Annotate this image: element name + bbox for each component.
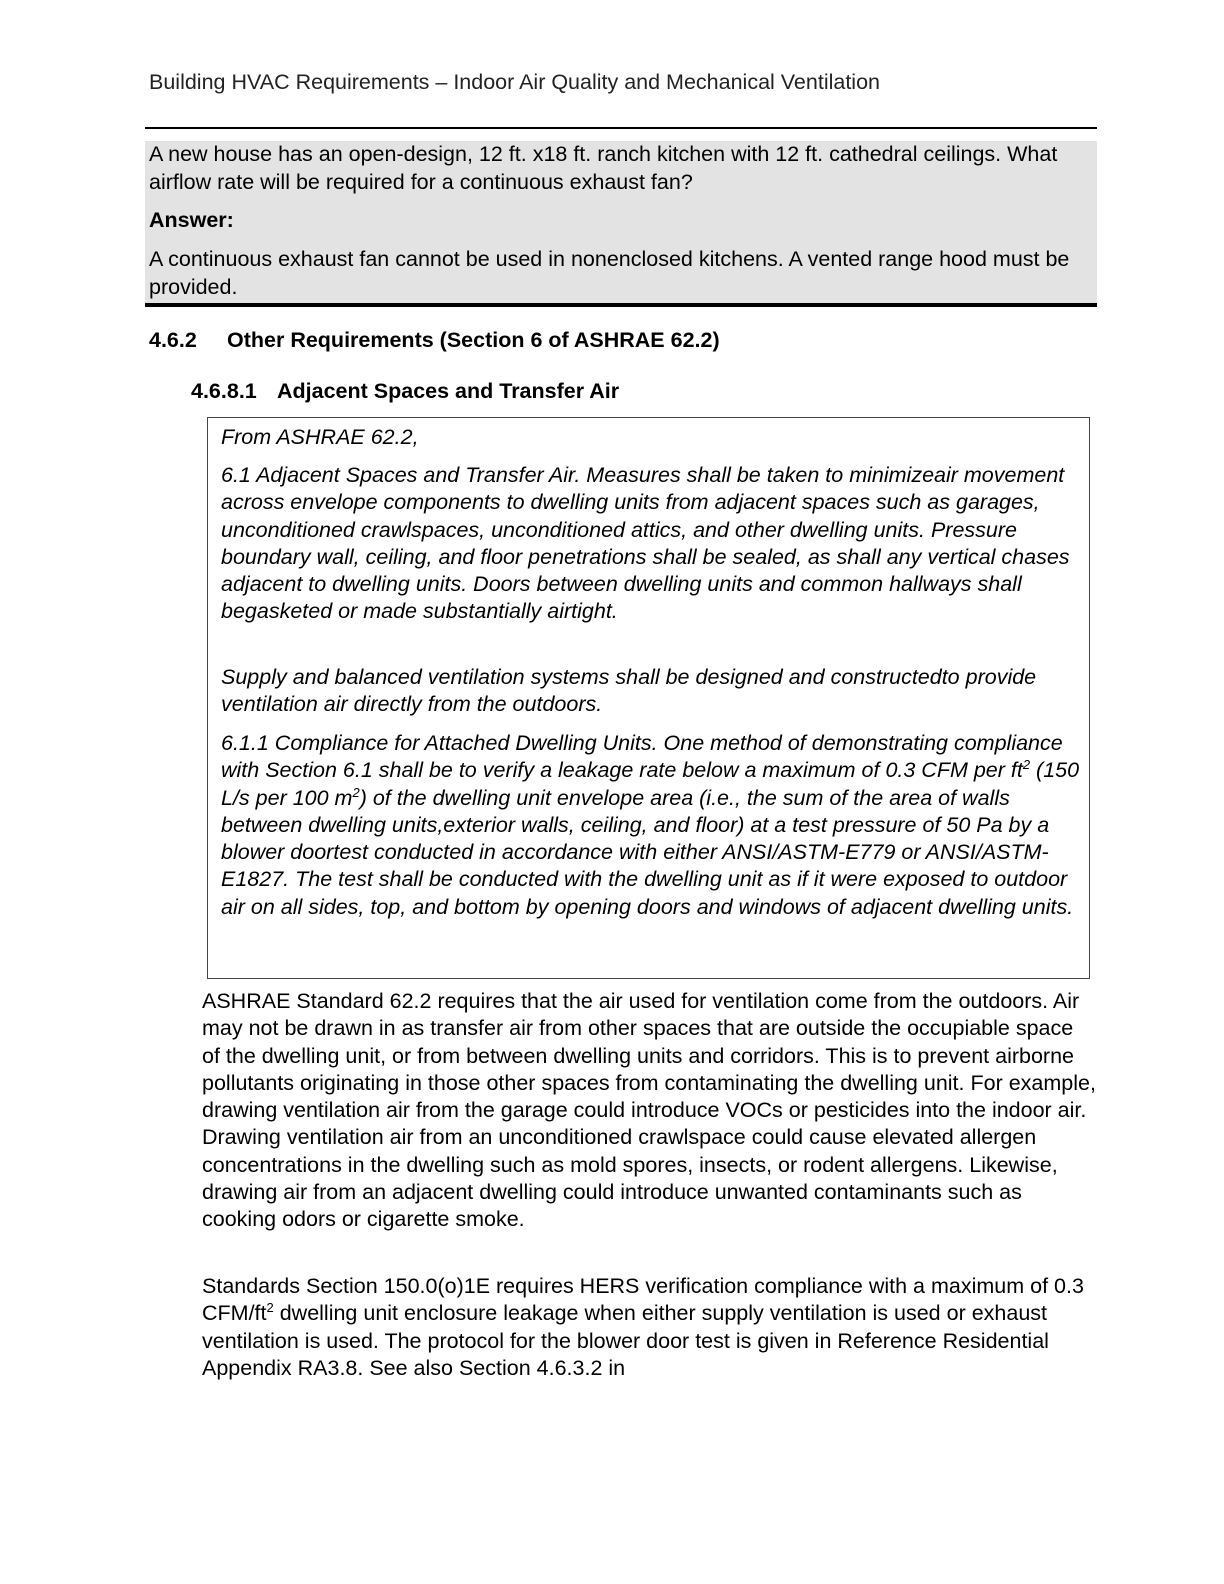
section-number: 4.6.2 — [149, 328, 197, 352]
superscript: 2 — [266, 1300, 274, 1316]
body-paragraph-1: ASHRAE Standard 62.2 requires that the air used for ventilation come from the outdoors. Air may not be drawn in as transfer air from other spaces that are outside the occupiable space of the dwelling unit, or from between dwelling units and corridors. This is to prevent airborne pollutants originating in those other spaces from contaminating the dwelling unit. For example, drawing ventilation air from the garage could introduce VOCs or pesticides into the indoor air. Drawing ventilation air from an unconditioned crawlspace could cause elevated allergen concentrations in the dwelling such as mold spores, insects, or rodent allergens. Likewise, drawing air from an adjacent dwelling could introduce unwanted contaminants such as cooking odors or cigarette smoke. — [202, 989, 1096, 1232]
body-text-part: dwelling unit enclosure leakage when either supply ventilation is used or exhaust ventilation is used. The protocol for the blower door test is given in Reference Residential Appendix RA3.8. See also Section 4.6.3.2 in — [202, 1301, 1049, 1380]
body-text-part: Standards Section 150.0(o)1E requires HERS verification compliance with a maximum of 0.3 CFM/ft — [202, 1274, 1084, 1326]
running-header: Building HVAC Requirements – Indoor Air Quality and Mechanical Ventilation — [149, 70, 880, 94]
quote-text-part: ) of the dwelling unit envelope area (i.e., the sum of the area of walls between dwelling units,exterior walls, ceiling, and floor) at a test pressure of 50 Pa by a blower doortest conducted in accordance with either ANSI/ASTM-E779 or ANSI/ASTM- E1827. The test shall be conducted with the dwelling unit as if it were exposed to outdoor air on all sides, top, and bottom by opening doors and windows of adjacent dwelling units. — [221, 785, 1074, 919]
section-heading — [149, 328, 720, 353]
body-paragraph-2 — [202, 1273, 1097, 1382]
example-box — [145, 141, 1097, 307]
subsection-title: Adjacent Spaces and Transfer Air — [277, 379, 620, 403]
example-question: A new house has an open-design, 12 ft. x18 ft. ranch kitchen with 12 ft. cathedral ceilings. What airflow rate will be required for a continuous exhaust fan? — [149, 142, 1058, 194]
ashrae-quote-box — [207, 417, 1090, 979]
quote-paragraph-6-1: 6.1 Adjacent Spaces and Transfer Air. Measures shall be taken to minimizeair movement across envelope components to dwelling units from adjacent spaces such as garages, unconditioned crawlspaces, unconditioned attics, and other dwelling units. Pressure boundary wall, ceiling, and floor penetrations shall be sealed, as shall any vertical chases adjacent to dwelling units. Doors between dwelling units and common hallways shall begasketed or made substantially airtight. — [221, 463, 1070, 624]
subsection-number: 4.6.8.1 — [191, 379, 257, 403]
answer-label: Answer: — [149, 208, 234, 232]
header-rule — [145, 127, 1097, 129]
answer-text: A continuous exhaust fan cannot be used in nonenclosed kitchens. A vented range hood must be provided. — [149, 247, 1070, 299]
superscript: 2 — [352, 784, 360, 800]
quote-paragraph-supply: Supply and balanced ventilation systems shall be designed and constructedto provide ventilation air directly from the outdoors. — [221, 665, 1037, 717]
superscript: 2 — [1022, 757, 1031, 773]
subsection-heading — [191, 379, 619, 404]
quote-intro: From ASHRAE 62.2, — [221, 425, 419, 449]
quote-paragraph-6-1-1 — [221, 730, 1083, 921]
quote-text-part: 6.1.1 Compliance for Attached Dwelling Units. One method of demonstrating compliance with Section 6.1 shall be to verify a leakage rate below a maximum of 0.3 CFM per ft — [221, 731, 1063, 783]
section-title: Other Requirements (Section 6 of ASHRAE 62.2) — [227, 328, 720, 352]
quote-text-part: (150 L/s per 100 m — [221, 758, 1080, 810]
